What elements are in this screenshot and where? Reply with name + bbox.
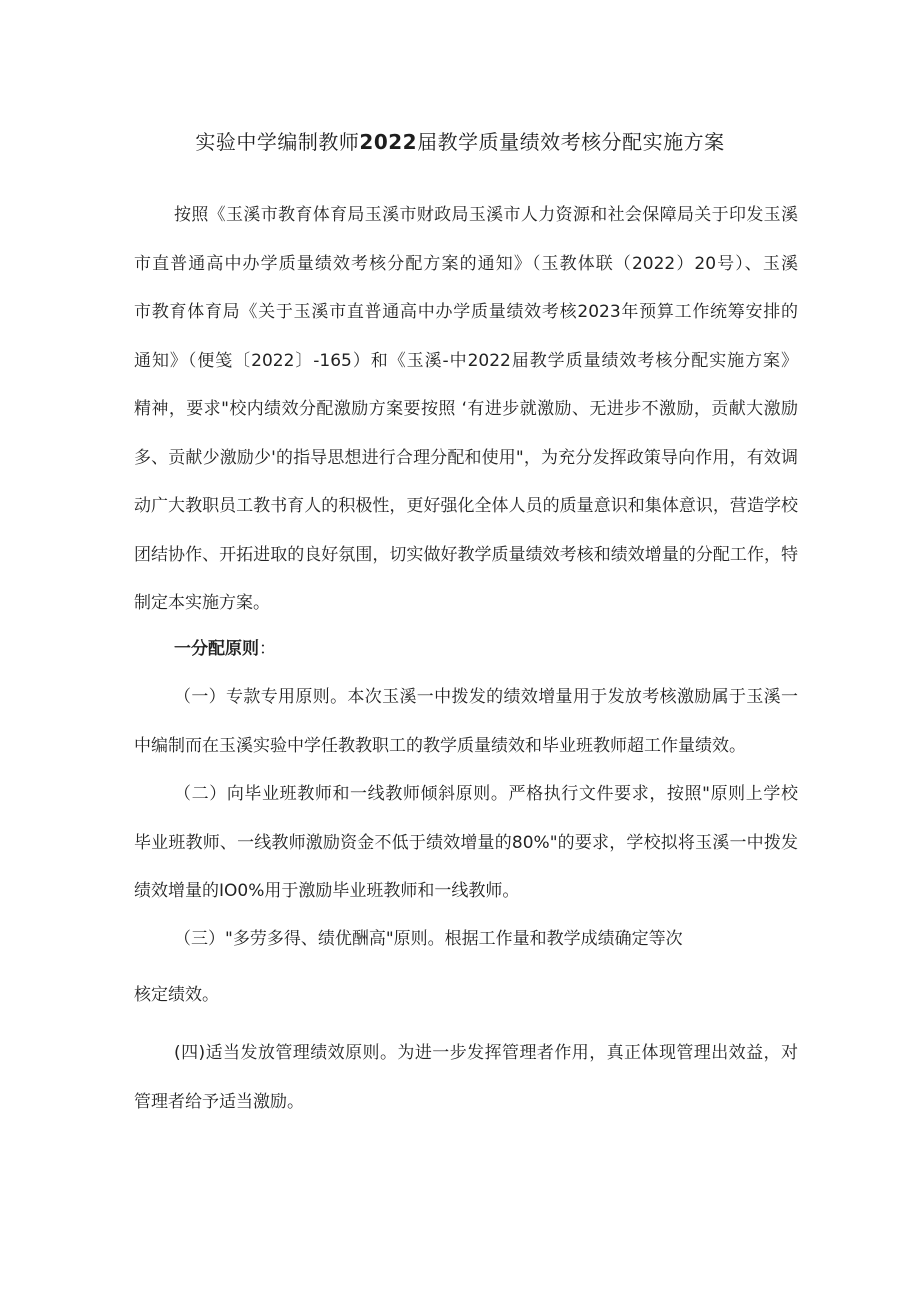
intro-line: 制定本实施方案。 xyxy=(134,593,270,613)
document-title xyxy=(0,126,920,158)
intro-line: 动广大教职员工教书育人的积极性，更好强化全体人员的质量意识和集体意识，营造学校 xyxy=(134,496,798,516)
title-part-2: 届教学质量绩效考核分配实施方案 xyxy=(417,130,725,154)
intro-line: 通知》（便笺〔2022〕-165）和《玉溪-中2022届教学质量绩效考核分配实施方案》 xyxy=(134,350,798,371)
principle-3-line-2: 核定绩效。 xyxy=(134,985,219,1005)
intro-paragraph xyxy=(134,191,798,628)
principle-2-paragraph xyxy=(134,770,798,916)
principle-4-paragraph xyxy=(134,1029,798,1126)
principle-line: （一）专款专用原则。本次玉溪一中拨发的绩效增量用于发放考核激励属于玉溪一 xyxy=(174,687,798,707)
principle-line: 管理者给予适当激励。 xyxy=(134,1091,304,1112)
principle-line: 绩效增量的IO0%用于激励毕业班教师和一线教师。 xyxy=(134,881,520,901)
title-year: 2022 xyxy=(359,130,418,154)
principle-1-paragraph xyxy=(134,673,798,770)
intro-line: 市教育体育局《关于玉溪市直普通高中办学质量绩效考核2023年预算工作统筹安排的 xyxy=(134,302,798,322)
intro-line: 多、贡献少激励少'的指导思想进行合理分配和使用"，为充分发挥政策导向作用，有效调 xyxy=(134,447,798,468)
principle-3-line-1: （三）"多劳多得、绩优酬高"原则。根据工作量和教学成绩确定等次 xyxy=(174,929,683,949)
principle-line: 毕业班教师、一线教师激励资金不低于绩效增量的80%"的要求，学校拟将玉溪一中拨发 xyxy=(134,832,798,853)
principle-line: 中编制而在玉溪实验中学任教教职工的教学质量绩效和毕业班教师超工作量绩效。 xyxy=(134,735,746,756)
section-heading xyxy=(174,633,276,665)
intro-line: 精神，要求"校内绩效分配激励方案要按照 ‘有进步就激励、无进步不激励，贡献大激励 xyxy=(134,399,798,419)
title-part-1: 实验中学编制教师 xyxy=(195,130,360,154)
intro-line: 按照《玉溪市教育体育局玉溪市财政局玉溪市人力资源和社会保障局关于印发玉溪 xyxy=(174,205,798,225)
intro-line: 市直普通高中办学质量绩效考核分配方案的通知》（玉教体联（2022）20号）、玉溪 xyxy=(134,253,798,274)
section-heading-colon: ： xyxy=(259,639,276,659)
principle-line: (四)适当发放管理绩效原则。为进一步发挥管理者作用，真正体现管理出效益，对 xyxy=(174,1043,798,1063)
principle-line: （二）向毕业班教师和一线教师倾斜原则。严格执行文件要求，按照"原则上学校 xyxy=(174,784,798,804)
intro-line: 团结协作、开拓进取的良好氛围，切实做好教学质量绩效考核和绩效增量的分配工作，特 xyxy=(134,544,798,565)
section-heading-text: 一分配原则 xyxy=(174,639,259,659)
